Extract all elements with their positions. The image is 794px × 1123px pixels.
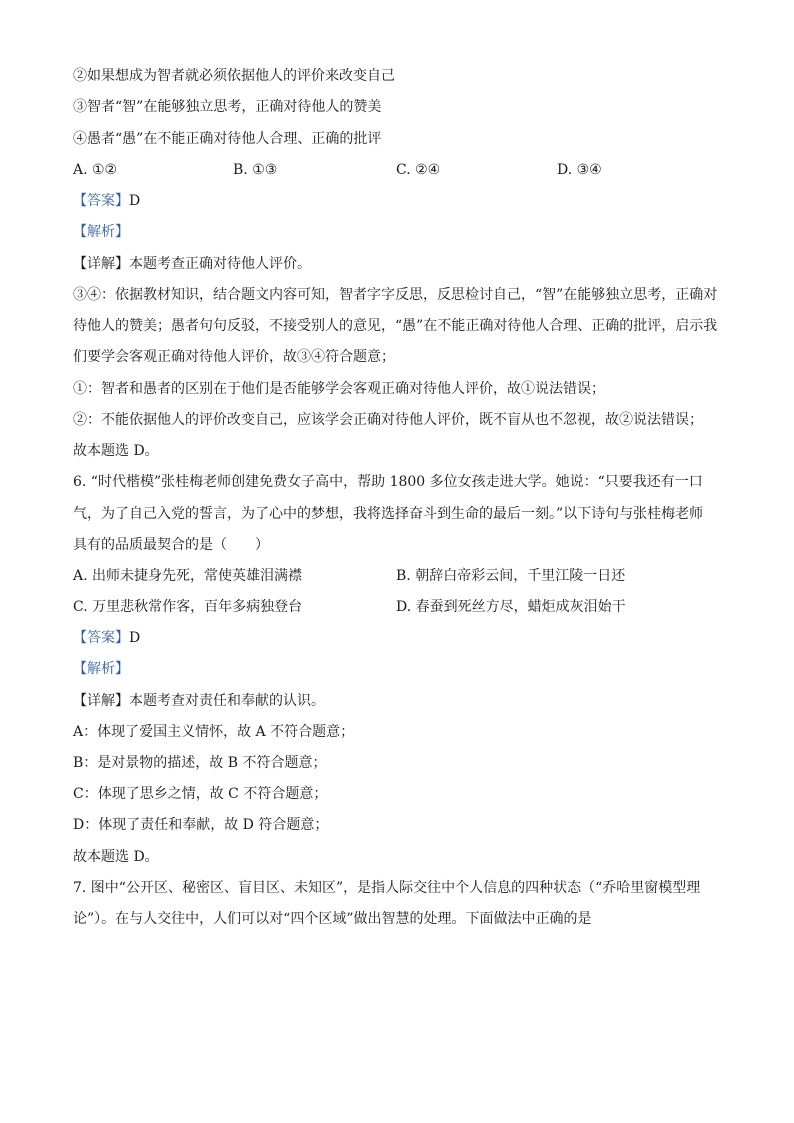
q5-option-c: C. ②④ (396, 162, 441, 178)
answer-value: D (129, 193, 141, 209)
q6-explanation-b: B：是对景物的描述，故 B 不符合题意； (73, 755, 327, 771)
q5-analysis-heading (73, 222, 723, 242)
q6-option-a: A. 出师未捷身先死，常使英雄泪满襟 (73, 568, 303, 584)
q6-stem-line-3: 具有的品质最契合的是（ ） (73, 537, 269, 553)
q7-stem-line-1: 7. 图中“公开区、秘密区、盲目区、未知区”，是指人际交往中个人信息的四种状态（“乔哈里窗模型理 (73, 880, 701, 896)
q5-detail (73, 254, 723, 274)
detail-text: 本题考查正确对待他人评价。 (129, 256, 311, 272)
analysis-tag: 【解析】 (73, 661, 129, 677)
answer-value: D (129, 630, 141, 646)
q5-option-d: D. ③④ (557, 162, 602, 178)
q6-answer (73, 628, 723, 648)
q5-statement-2: ②如果想成为智者就必须依据他人的评价来改变自己 (73, 68, 395, 84)
q6-explanation-d: D：体现了责任和奉献，故 D 符合题意； (73, 817, 329, 833)
q6-explanation-c: C：体现了思乡之情，故 C 不符合题意； (73, 786, 328, 802)
q5-explanation-line-2: 待他人的赞美；愚者句句反驳，不接受别人的意见，“愚”在不能正确对待他人合理、正确的批评，启示我 (73, 318, 718, 334)
analysis-tag: 【解析】 (73, 224, 129, 240)
q5-statement-4: ④愚者“愚”在不能正确对待他人合理、正确的批评 (73, 131, 382, 147)
q5-option-a: A. ①② (73, 162, 118, 178)
answer-tag: 【答案】 (73, 193, 129, 209)
q6-option-c: C. 万里悲秋常作客，百年多病独登台 (73, 599, 303, 615)
q6-stem-line-2: 气，为了自己入党的誓言，为了心中的梦想，我将选择奋斗到生命的最后一刻。”以下诗句与张桂梅老师 (73, 506, 704, 522)
q5-explanation-line-3: 们要学会客观正确对待他人评价，故③④符合题意； (73, 349, 395, 365)
detail-tag: 【详解】 (73, 256, 129, 272)
q6-stem-line-1: 6. “时代楷模”张桂梅老师创建免费女子高中，帮助 1800 多位女孩走进大学。她说：“只要我还有一口 (73, 474, 703, 490)
q5-option-b: B. ①③ (233, 162, 278, 178)
q6-detail (73, 691, 723, 711)
q5-explanation-para-3: ②：不能依据他人的评价改变自己，应该学会正确对待他人评价，既不盲从也不忽视，故②说法错误； (73, 412, 703, 428)
detail-tag: 【详解】 (73, 693, 129, 709)
q5-conclusion: 故本题选 D。 (73, 443, 159, 459)
q5-explanation-para-2: ①：智者和愚者的区别在于他们是否能够学会客观正确对待他人评价，故①说法错误； (73, 381, 605, 397)
q6-explanation-a: A：体现了爱国主义情怀，故 A 不符合题意； (73, 724, 355, 740)
q5-answer (73, 191, 723, 211)
q6-option-b: B. 朝辞白帝彩云间，千里江陵一日还 (396, 568, 626, 584)
q7-stem-line-2: 论”）。在与人交往中，人们可以对“四个区域”做出智慧的处理。下面做法中正确的是 (73, 911, 592, 927)
q6-analysis-heading (73, 659, 723, 679)
q6-conclusion: 故本题选 D。 (73, 849, 159, 865)
q5-statement-3: ③智者“智”在能够独立思考，正确对待他人的赞美 (73, 99, 382, 115)
q6-option-d: D. 春蚕到死丝方尽，蜡炬成灰泪始干 (396, 599, 626, 615)
q5-explanation-line-1: ③④：依据教材知识，结合题文内容可知，智者字字反思，反思检讨自己，“智”在能够独立思考，正确对 (73, 287, 718, 303)
detail-text: 本题考查对责任和奉献的认识。 (129, 693, 325, 709)
answer-tag: 【答案】 (73, 630, 129, 646)
